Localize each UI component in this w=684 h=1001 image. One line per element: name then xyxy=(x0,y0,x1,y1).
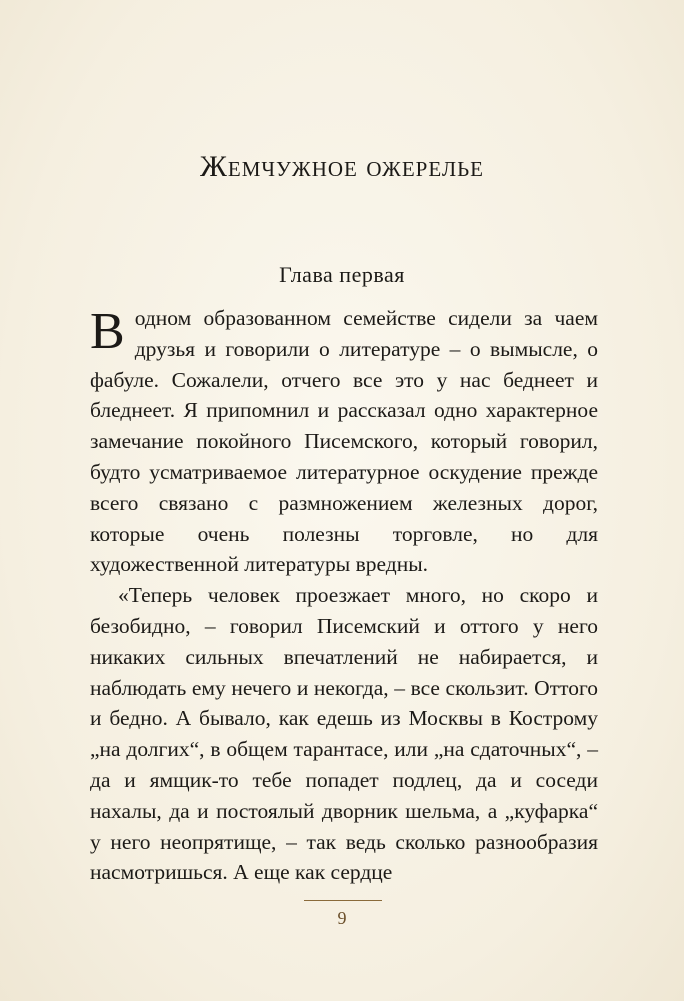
body-text xyxy=(90,303,598,888)
footer-divider xyxy=(304,900,382,901)
story-title: Жемчужное ожерелье xyxy=(199,150,484,183)
chapter-heading: Глава первая xyxy=(279,262,405,287)
paragraph-1-text: одном образованном семействе сидели за чаем друзья и говорили о литературе – о вымысле, о фабуле. Сожалели, отчего все это у нас беднеет и бледнеет. Я припомнил и рассказал одно характерное замечание покойного Писемского, который говорил, будто усматриваемое литературное оскудение прежде всего связано с размножением железных дорог, которые очень полезны торговле, но для художественной литературы вредны. xyxy=(90,306,598,577)
drop-cap: В xyxy=(90,303,125,360)
paragraph-2: «Теперь человек проезжает много, но скоро и безобидно, – говорил Писемский и оттого у него никаких сильных впечатлений не набирается, и наблюдать ему нечего и некогда, – все скользит. Оттого и бедно. А бывало, как едешь из Москвы в Кострому „на долгих“, в общем тарантасе, или „на сдаточных“, – да и ямщик-то тебе попадет подлец, да и соседи нахалы, да и постоялый дворник шельма, а „куфарка“ у него неопрятище, – так ведь сколько разнообразия насмотришься. А еще как сердце xyxy=(90,583,598,885)
paragraph-1 xyxy=(90,303,598,580)
page-number: 9 xyxy=(337,908,347,928)
